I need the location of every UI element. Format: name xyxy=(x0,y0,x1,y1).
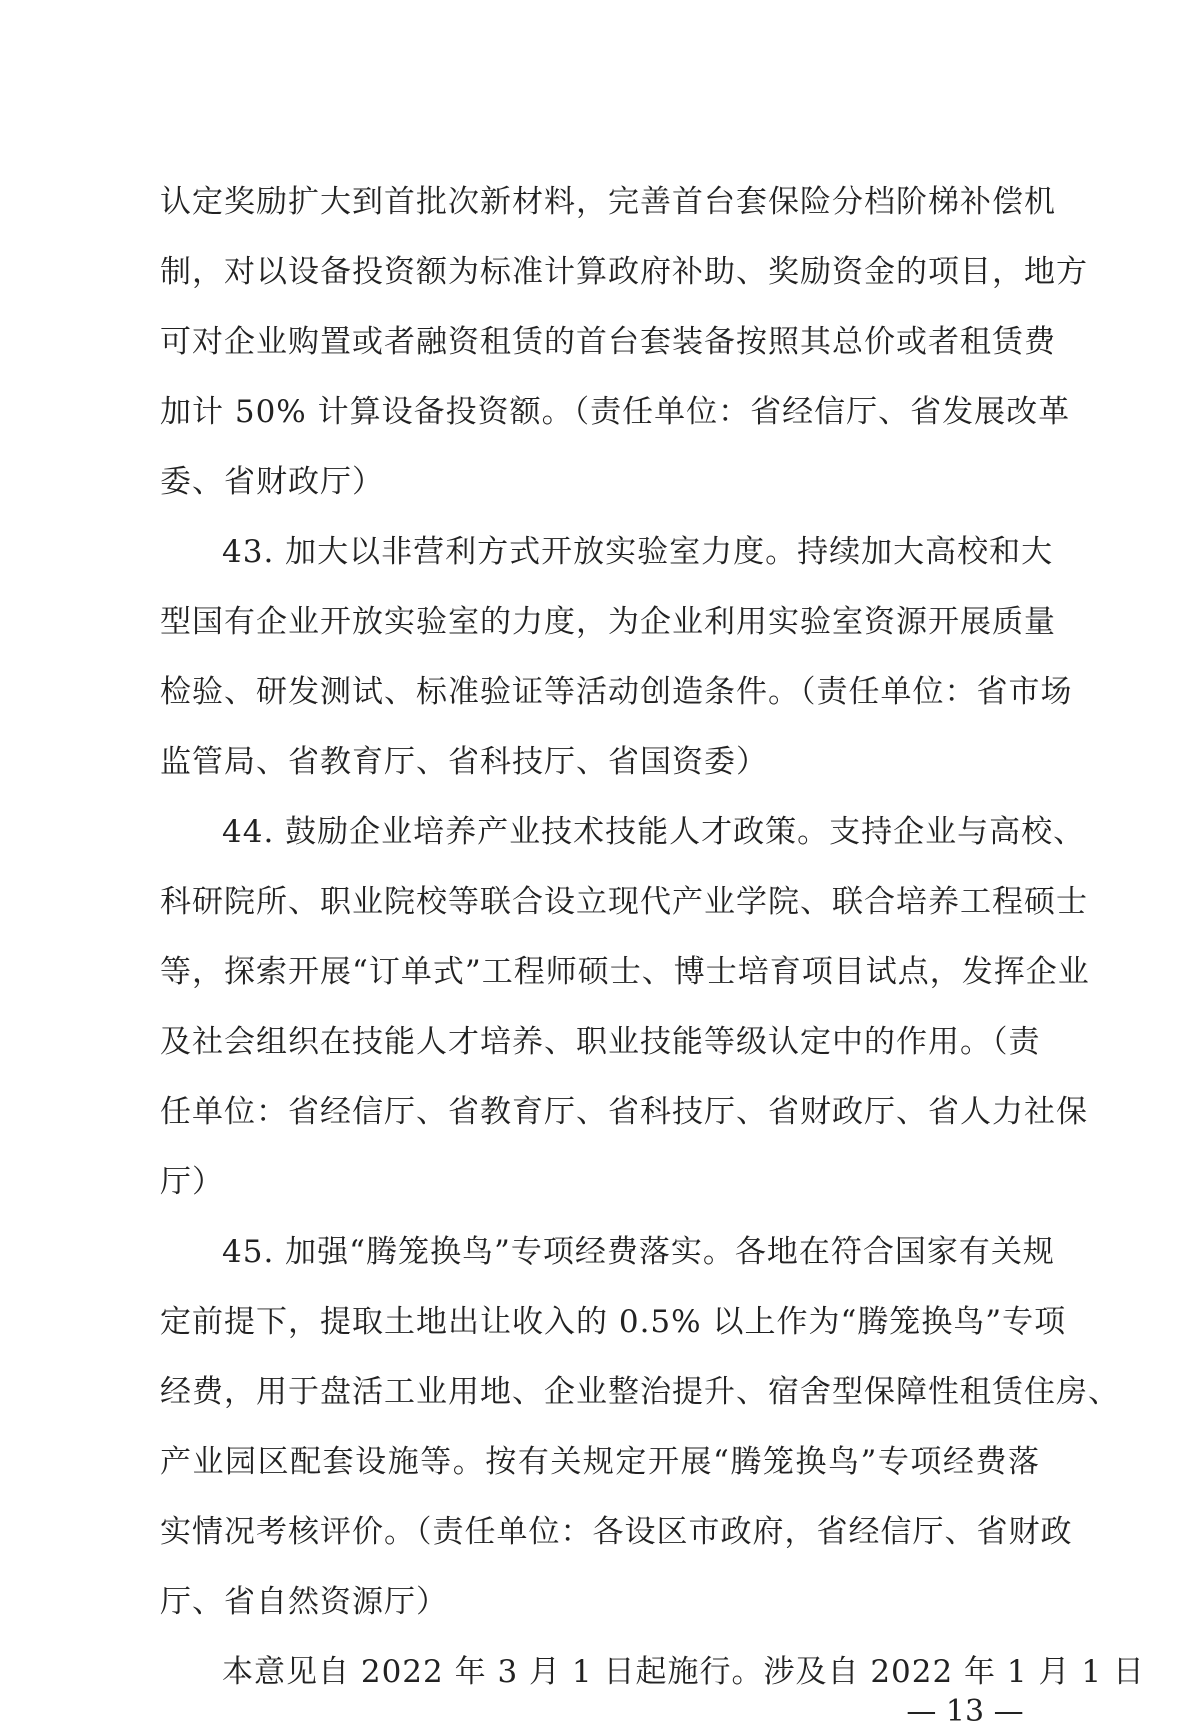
text-line: 科研院所、职业院校等联合设立现代产业学院、联合培养工程硕士 xyxy=(160,884,1088,920)
paragraph-heading: 44. 鼓励企业培养产业技术技能人才政策。支持企业与高校、 xyxy=(222,814,1086,850)
paragraph-heading: 43. 加大以非营利方式开放实验室力度。持续加大高校和大 xyxy=(222,534,1054,570)
text-line: 等，探索开展“订单式”工程师硕士、博士培育项目试点，发挥企业 xyxy=(160,954,1090,990)
text-line: 制，对以设备投资额为标准计算政府补助、奖励资金的项目，地方 xyxy=(160,254,1088,290)
text-line: 经费，用于盘活工业用地、企业整治提升、宿舍型保障性租赁住房、 xyxy=(160,1374,1120,1410)
text-line: 任单位：省经信厅、省教育厅、省科技厅、省财政厅、省人力社保 xyxy=(160,1094,1088,1130)
text-line: 实情况考核评价。（责任单位：各设区市政府，省经信厅、省财政 xyxy=(160,1514,1073,1550)
text-line: 认定奖励扩大到首批次新材料，完善首台套保险分档阶梯补偿机 xyxy=(160,184,1056,220)
text-line: 厅） xyxy=(160,1164,224,1200)
text-line: 及社会组织在技能人才培养、职业技能等级认定中的作用。（责 xyxy=(160,1024,1041,1060)
paragraph-heading: 45. 加强“腾笼换鸟”专项经费落实。各地在符合国家有关规 xyxy=(222,1234,1055,1270)
text-line: 检验、研发测试、标准验证等活动创造条件。（责任单位：省市场 xyxy=(160,674,1073,710)
text-line: 产业园区配套设施等。按有关规定开展“腾笼换鸟”专项经费落 xyxy=(160,1444,1040,1480)
text-line: 厅、省自然资源厅） xyxy=(160,1584,448,1620)
text-line: 可对企业购置或者融资租赁的首台套装备按照其总价或者租赁费 xyxy=(160,324,1056,360)
text-line: 本意见自 2022 年 3 月 1 日起施行。涉及自 2022 年 1 月 1 日 xyxy=(222,1654,1145,1690)
text-line: 型国有企业开放实验室的力度，为企业利用实验室资源开展质量 xyxy=(160,604,1056,640)
text-line: 加计 50% 计算设备投资额。（责任单位：省经信厅、省发展改革 xyxy=(160,394,1071,430)
text-line: 监管局、省教育厅、省科技厅、省国资委） xyxy=(160,744,768,780)
text-line: 委、省财政厅） xyxy=(160,464,384,500)
text-line: 定前提下，提取土地出让收入的 0.5% 以上作为“腾笼换鸟”专项 xyxy=(160,1304,1067,1340)
page-number: — 13 — xyxy=(906,1694,1024,1729)
